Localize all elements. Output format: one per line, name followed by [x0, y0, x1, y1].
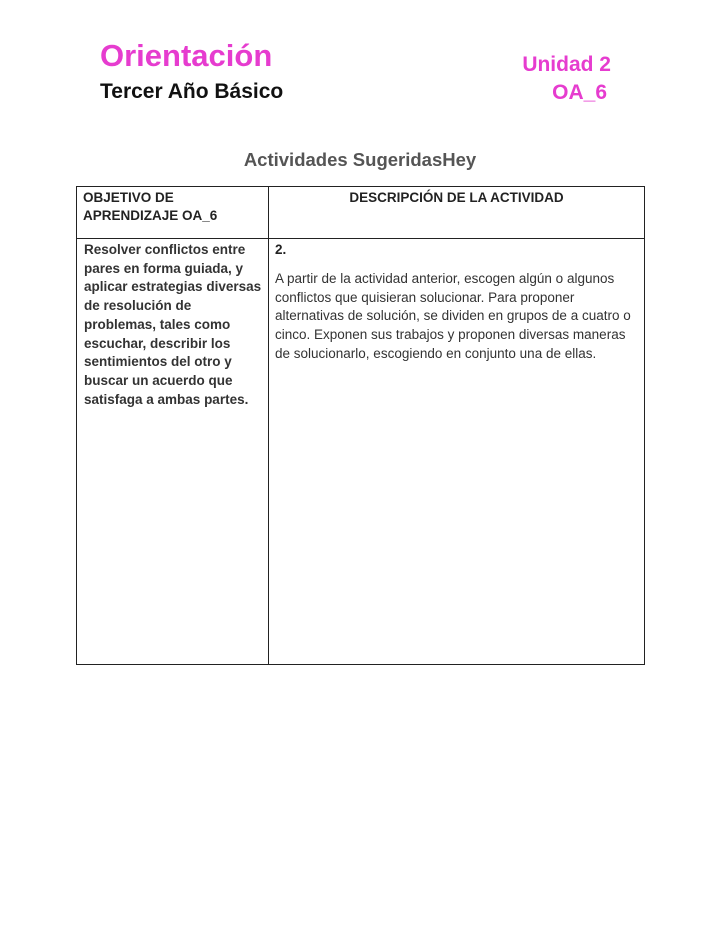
- section-title: Actividades SugeridasHey: [243, 149, 477, 170]
- activity-number: 2.: [275, 242, 287, 257]
- unit-label: Unidad 2: [522, 53, 611, 76]
- oa-label: OA_6: [552, 81, 607, 104]
- activity-table: [76, 186, 645, 665]
- objective-cell: Resolver conflictos entre pares en forma guiada, y aplicar estrategias diversas de resolución de problemas, tales como escuchar, describir los sentimientos del otro y buscar un acuerdo que satisfaga a ambas partes.: [77, 239, 269, 665]
- activity-description: A partir de la actividad anterior, escogen algún o algunos conflictos que quisieran solucionar. Para proponer alternativas de solución, se dividen en grupos de a cuatro o cinco. Exponen sus trabajos y proponen diversas maneras de solucionarlo, escogiendo en conjunto una de ellas.: [275, 271, 631, 361]
- table-header-row: [77, 187, 645, 239]
- objective-header: OBJETIVO DE APRENDIZAJE OA_6: [77, 187, 269, 239]
- page-subtitle: Tercer Año Básico: [100, 80, 284, 103]
- table-row: [77, 239, 645, 665]
- description-header: DESCRIPCIÓN DE LA ACTIVIDAD: [269, 187, 645, 239]
- page-title: Orientación: [100, 38, 273, 73]
- description-cell: [269, 239, 645, 665]
